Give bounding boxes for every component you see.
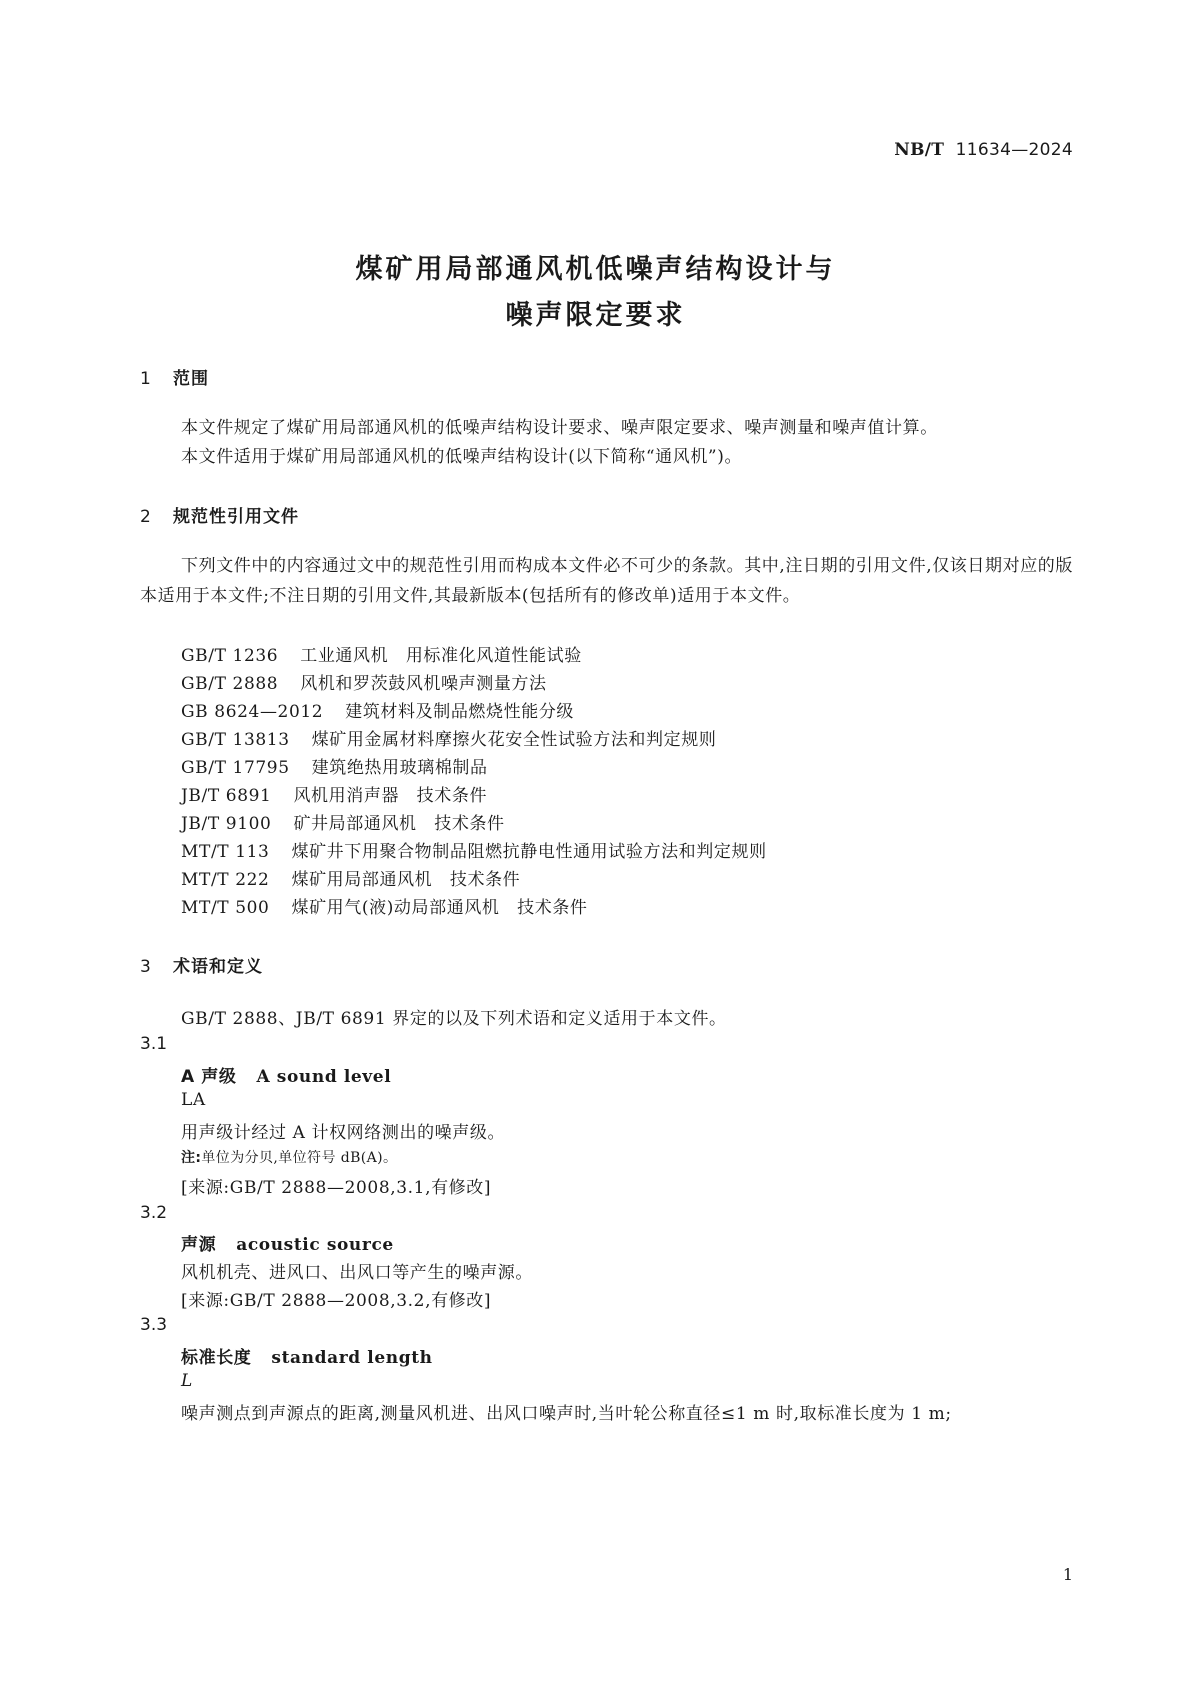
reference-item: GB/T 1236 工业通风机 用标准化风道性能试验 bbox=[181, 646, 582, 666]
reference-item: JB/T 9100 矿井局部通风机 技术条件 bbox=[181, 814, 505, 834]
term-symbol: LA bbox=[181, 1090, 206, 1110]
clause-number: 3.1 bbox=[140, 1034, 168, 1054]
section-heading-scope: 1 范围 bbox=[140, 369, 209, 389]
section-heading-normative-references: 2 规范性引用文件 bbox=[140, 507, 299, 527]
standard-prefix: NB/T bbox=[894, 140, 945, 160]
term-a-sound-level: A 声级 A sound level bbox=[181, 1067, 392, 1087]
clause-number: 3.3 bbox=[140, 1315, 168, 1335]
reference-item: GB 8624—2012 建筑材料及制品燃烧性能分级 bbox=[181, 702, 575, 722]
term-definition: 用声级计经过 A 计权网络测出的噪声级。 bbox=[181, 1123, 506, 1143]
term-source: [来源:GB/T 2888—2008,3.2,有修改] bbox=[181, 1291, 492, 1311]
term-standard-length: 标准长度 standard length bbox=[181, 1348, 433, 1368]
term-definition: 风机机壳、进风口、出风口等产生的噪声源。 bbox=[181, 1263, 533, 1283]
term-acoustic-source: 声源 acoustic source bbox=[181, 1235, 394, 1255]
clause-number: 3.2 bbox=[140, 1203, 168, 1223]
section-heading-terms-definitions: 3 术语和定义 bbox=[140, 957, 263, 977]
term-definition: 噪声测点到声源点的距离,测量风机进、出风口噪声时,当叶轮公称直径≤1 m 时,取标准长度为 1 m; bbox=[181, 1404, 952, 1424]
document-title-line2: 噪声限定要求 bbox=[505, 300, 686, 331]
reference-item: MT/T 222 煤矿用局部通风机 技术条件 bbox=[181, 870, 521, 890]
term-note: 注:单位为分贝,单位符号 dB(A)。 bbox=[181, 1150, 398, 1166]
reference-item: GB/T 17795 建筑绝热用玻璃棉制品 bbox=[181, 758, 488, 778]
page-number: 1 bbox=[1062, 1565, 1073, 1584]
terms-intro: GB/T 2888、JB/T 6891 界定的以及下列术语和定义适用于本文件。 bbox=[181, 1009, 727, 1029]
reference-item: MT/T 113 煤矿井下用聚合物制品阻燃抗静电性通用试验方法和判定规则 bbox=[181, 842, 767, 862]
standard-code bbox=[894, 140, 1073, 160]
document-title-line1: 煤矿用局部通风机低噪声结构设计与 bbox=[355, 254, 836, 285]
scope-paragraph-1: 本文件规定了煤矿用局部通风机的低噪声结构设计要求、噪声限定要求、噪声测量和噪声值计算。 bbox=[181, 418, 938, 438]
reference-item: JB/T 6891 风机用消声器 技术条件 bbox=[181, 786, 488, 806]
scope-paragraph-2: 本文件适用于煤矿用局部通风机的低噪声结构设计(以下简称“通风机”)。 bbox=[181, 447, 743, 467]
reference-item: GB/T 13813 煤矿用金属材料摩擦火花安全性试验方法和判定规则 bbox=[181, 730, 717, 750]
reference-item: MT/T 500 煤矿用气(液)动局部通风机 技术条件 bbox=[181, 898, 588, 918]
standard-number: 11634—2024 bbox=[955, 140, 1073, 160]
references-intro: 下列文件中的内容通过文中的规范性引用而构成本文件必不可少的条款。其中,注日期的引用文件,仅该日期对应的版本适用于本文件;不注日期的引用文件,其最新版本(包括所有的修改单)适用于本文件。 bbox=[140, 556, 1074, 606]
term-source: [来源:GB/T 2888—2008,3.1,有修改] bbox=[181, 1178, 492, 1198]
reference-item: GB/T 2888 风机和罗茨鼓风机噪声测量方法 bbox=[181, 674, 547, 694]
term-symbol: L bbox=[181, 1371, 193, 1391]
